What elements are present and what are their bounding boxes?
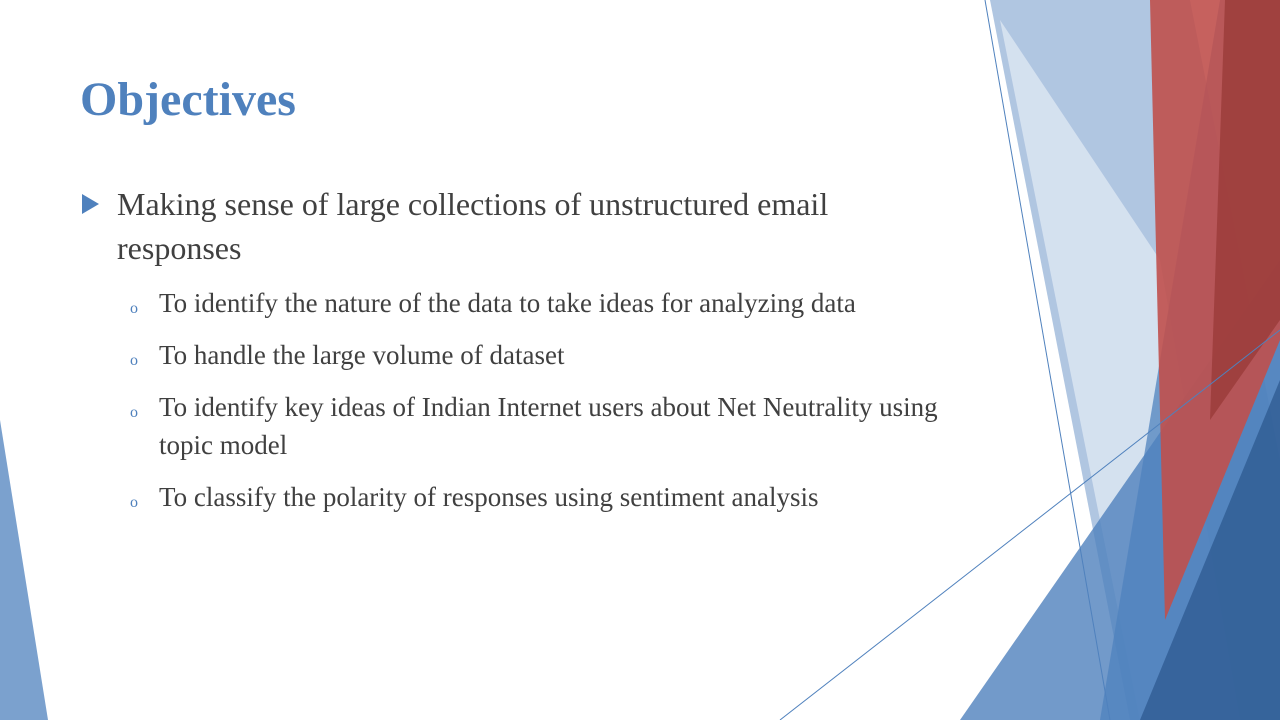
circle-bullet-icon: o <box>130 494 138 511</box>
main-bullet-text: Making sense of large collections of unstructured email responses <box>117 186 829 266</box>
sub-bullet-text: To handle the large volume of dataset <box>159 340 565 370</box>
triangle-right-icon <box>82 194 99 214</box>
sub-bullet-list <box>82 284 957 516</box>
sub-bullet-item <box>82 388 957 464</box>
slide-title: Objectives <box>80 73 296 126</box>
left-edge-shape <box>0 420 48 720</box>
sub-bullet-text: To identify key ideas of Indian Internet users about Net Neutrality using topic model <box>159 392 938 460</box>
sub-bullet-text: To identify the nature of the data to take ideas for analyzing data <box>159 288 856 318</box>
main-bullet <box>82 182 957 270</box>
sub-bullet-item <box>82 478 957 516</box>
circle-bullet-icon: o <box>130 404 138 421</box>
circle-bullet-icon: o <box>130 352 138 369</box>
circle-bullet-icon: o <box>130 300 138 317</box>
sub-bullet-item <box>82 284 957 322</box>
sub-bullet-text: To classify the polarity of responses using sentiment analysis <box>159 482 819 512</box>
slide-content <box>82 182 957 530</box>
sub-bullet-item <box>82 336 957 374</box>
